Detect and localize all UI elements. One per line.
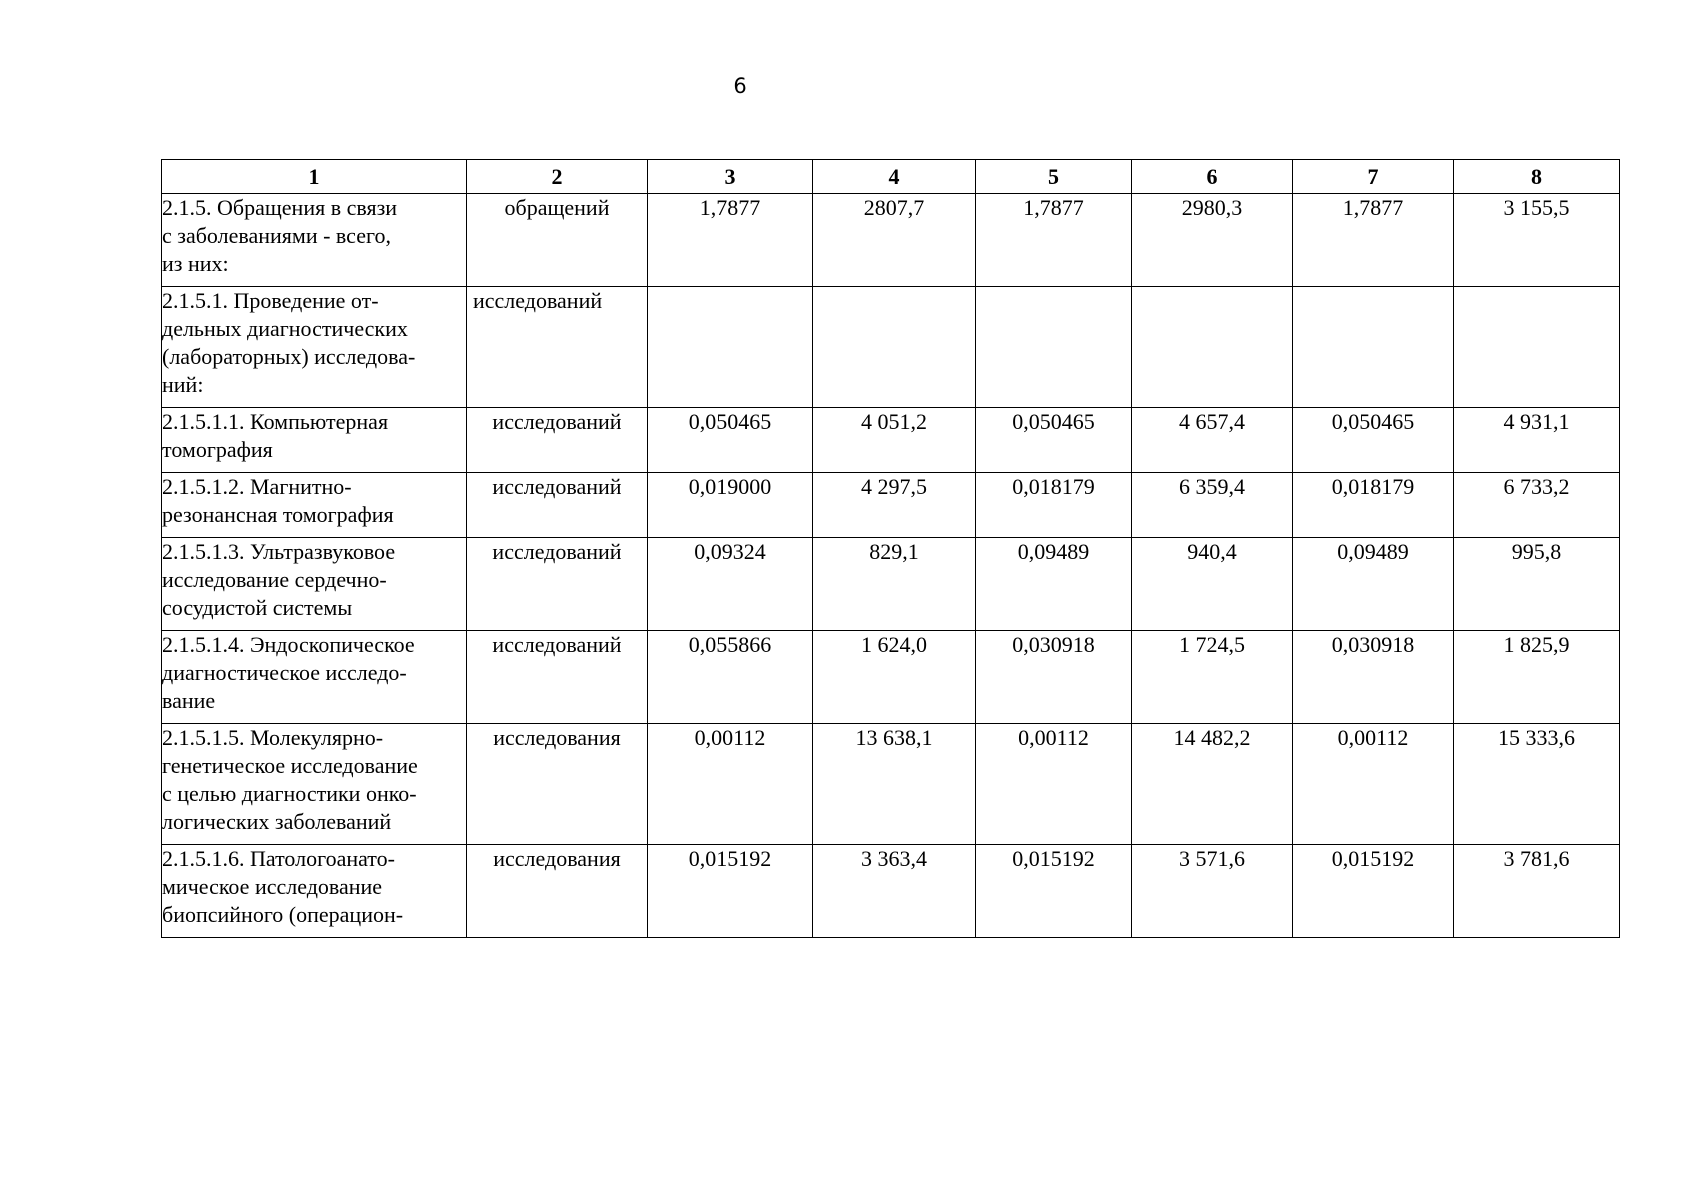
value-cell [976, 287, 1132, 408]
row-name-line: 2.1.5.1.2. Магнитно- [162, 474, 352, 499]
row-name-line: 2.1.5. Обращения в связи [162, 195, 398, 220]
header-row [162, 160, 1620, 194]
row-name-cell [162, 473, 467, 538]
row-name-cell [162, 287, 467, 408]
unit-cell: исследований [467, 631, 648, 724]
value-cell: 0,015192 [976, 845, 1132, 938]
value-cell: 0,050465 [976, 408, 1132, 473]
value-cell: 0,019000 [648, 473, 813, 538]
value-cell [1132, 287, 1293, 408]
value-cell: 940,4 [1132, 538, 1293, 631]
column-header: 8 [1454, 160, 1620, 194]
value-cell: 3 363,4 [813, 845, 976, 938]
value-cell: 6 733,2 [1454, 473, 1620, 538]
value-cell: 6 359,4 [1132, 473, 1293, 538]
row-name-line: (лабораторных) исследова- [162, 344, 416, 369]
row-name-line: резонансная томография [162, 502, 394, 527]
unit-cell: исследования [467, 724, 648, 845]
row-name-line: диагностическое исследо- [162, 660, 407, 685]
value-cell: 0,00112 [648, 724, 813, 845]
table-row [162, 287, 1620, 408]
row-name-line: сосудистой системы [162, 595, 353, 620]
data-table [161, 159, 1620, 938]
row-name-line: генетическое исследование [162, 753, 418, 778]
value-cell: 0,015192 [648, 845, 813, 938]
row-name-cell [162, 538, 467, 631]
table-row [162, 845, 1620, 938]
column-header: 5 [976, 160, 1132, 194]
value-cell: 1,7877 [976, 194, 1132, 287]
value-cell: 4 931,1 [1454, 408, 1620, 473]
value-cell: 0,09324 [648, 538, 813, 631]
column-header: 2 [467, 160, 648, 194]
value-cell: 13 638,1 [813, 724, 976, 845]
row-name-cell [162, 194, 467, 287]
value-cell: 0,09489 [1293, 538, 1454, 631]
column-header: 4 [813, 160, 976, 194]
page-number: 6 [733, 74, 747, 98]
value-cell: 0,050465 [648, 408, 813, 473]
row-name-line: мическое исследование [162, 874, 383, 899]
row-name-line: 2.1.5.1. Проведение от- [162, 288, 379, 313]
table-row [162, 538, 1620, 631]
value-cell [813, 287, 976, 408]
unit-cell: исследований [467, 408, 648, 473]
value-cell: 2807,7 [813, 194, 976, 287]
table-row [162, 473, 1620, 538]
table-row [162, 631, 1620, 724]
row-name-cell [162, 631, 467, 724]
table-row [162, 194, 1620, 287]
row-name-cell [162, 845, 467, 938]
row-name-line: биопсийного (операцион- [162, 902, 404, 927]
column-header: 1 [162, 160, 467, 194]
row-name-line: 2.1.5.1.1. Компьютерная [162, 409, 389, 434]
row-name-line: томография [162, 437, 273, 462]
value-cell: 0,018179 [1293, 473, 1454, 538]
unit-cell: исследований [467, 287, 648, 408]
row-name-line: исследование сердечно- [162, 567, 387, 592]
value-cell: 1,7877 [1293, 194, 1454, 287]
value-cell: 1 724,5 [1132, 631, 1293, 724]
value-cell: 15 333,6 [1454, 724, 1620, 845]
value-cell: 4 297,5 [813, 473, 976, 538]
value-cell: 3 155,5 [1454, 194, 1620, 287]
unit-cell: обращений [467, 194, 648, 287]
unit-cell: исследований [467, 473, 648, 538]
row-name-line: логических заболеваний [162, 809, 392, 834]
value-cell: 1 825,9 [1454, 631, 1620, 724]
row-name-line: с заболеваниями - всего, [162, 223, 391, 248]
unit-cell: исследования [467, 845, 648, 938]
value-cell: 829,1 [813, 538, 976, 631]
value-cell: 14 482,2 [1132, 724, 1293, 845]
value-cell: 0,050465 [1293, 408, 1454, 473]
value-cell: 1 624,0 [813, 631, 976, 724]
table-row [162, 408, 1620, 473]
value-cell [1293, 287, 1454, 408]
row-name-cell [162, 408, 467, 473]
table-row [162, 724, 1620, 845]
row-name-line: из них: [162, 251, 229, 276]
column-header: 3 [648, 160, 813, 194]
value-cell: 4 657,4 [1132, 408, 1293, 473]
row-name-line: 2.1.5.1.5. Молекулярно- [162, 725, 384, 750]
row-name-line: ний: [162, 372, 204, 397]
value-cell: 0,015192 [1293, 845, 1454, 938]
row-name-line: дельных диагностических [162, 316, 408, 341]
row-name-line: вание [162, 688, 216, 713]
row-name-line: 2.1.5.1.4. Эндоскопическое [162, 632, 415, 657]
value-cell: 2980,3 [1132, 194, 1293, 287]
value-cell: 4 051,2 [813, 408, 976, 473]
unit-cell: исследований [467, 538, 648, 631]
value-cell: 0,030918 [976, 631, 1132, 724]
column-header: 7 [1293, 160, 1454, 194]
value-cell: 3 781,6 [1454, 845, 1620, 938]
value-cell [1454, 287, 1620, 408]
value-cell: 1,7877 [648, 194, 813, 287]
row-name-line: с целью диагностики онко- [162, 781, 417, 806]
value-cell: 0,00112 [976, 724, 1132, 845]
column-header: 6 [1132, 160, 1293, 194]
value-cell: 0,018179 [976, 473, 1132, 538]
row-name-line: 2.1.5.1.6. Патологоанато- [162, 846, 395, 871]
value-cell: 0,030918 [1293, 631, 1454, 724]
value-cell: 0,09489 [976, 538, 1132, 631]
value-cell [648, 287, 813, 408]
value-cell: 0,00112 [1293, 724, 1454, 845]
value-cell: 995,8 [1454, 538, 1620, 631]
row-name-line: 2.1.5.1.3. Ультразвуковое [162, 539, 396, 564]
row-name-cell [162, 724, 467, 845]
value-cell: 0,055866 [648, 631, 813, 724]
value-cell: 3 571,6 [1132, 845, 1293, 938]
